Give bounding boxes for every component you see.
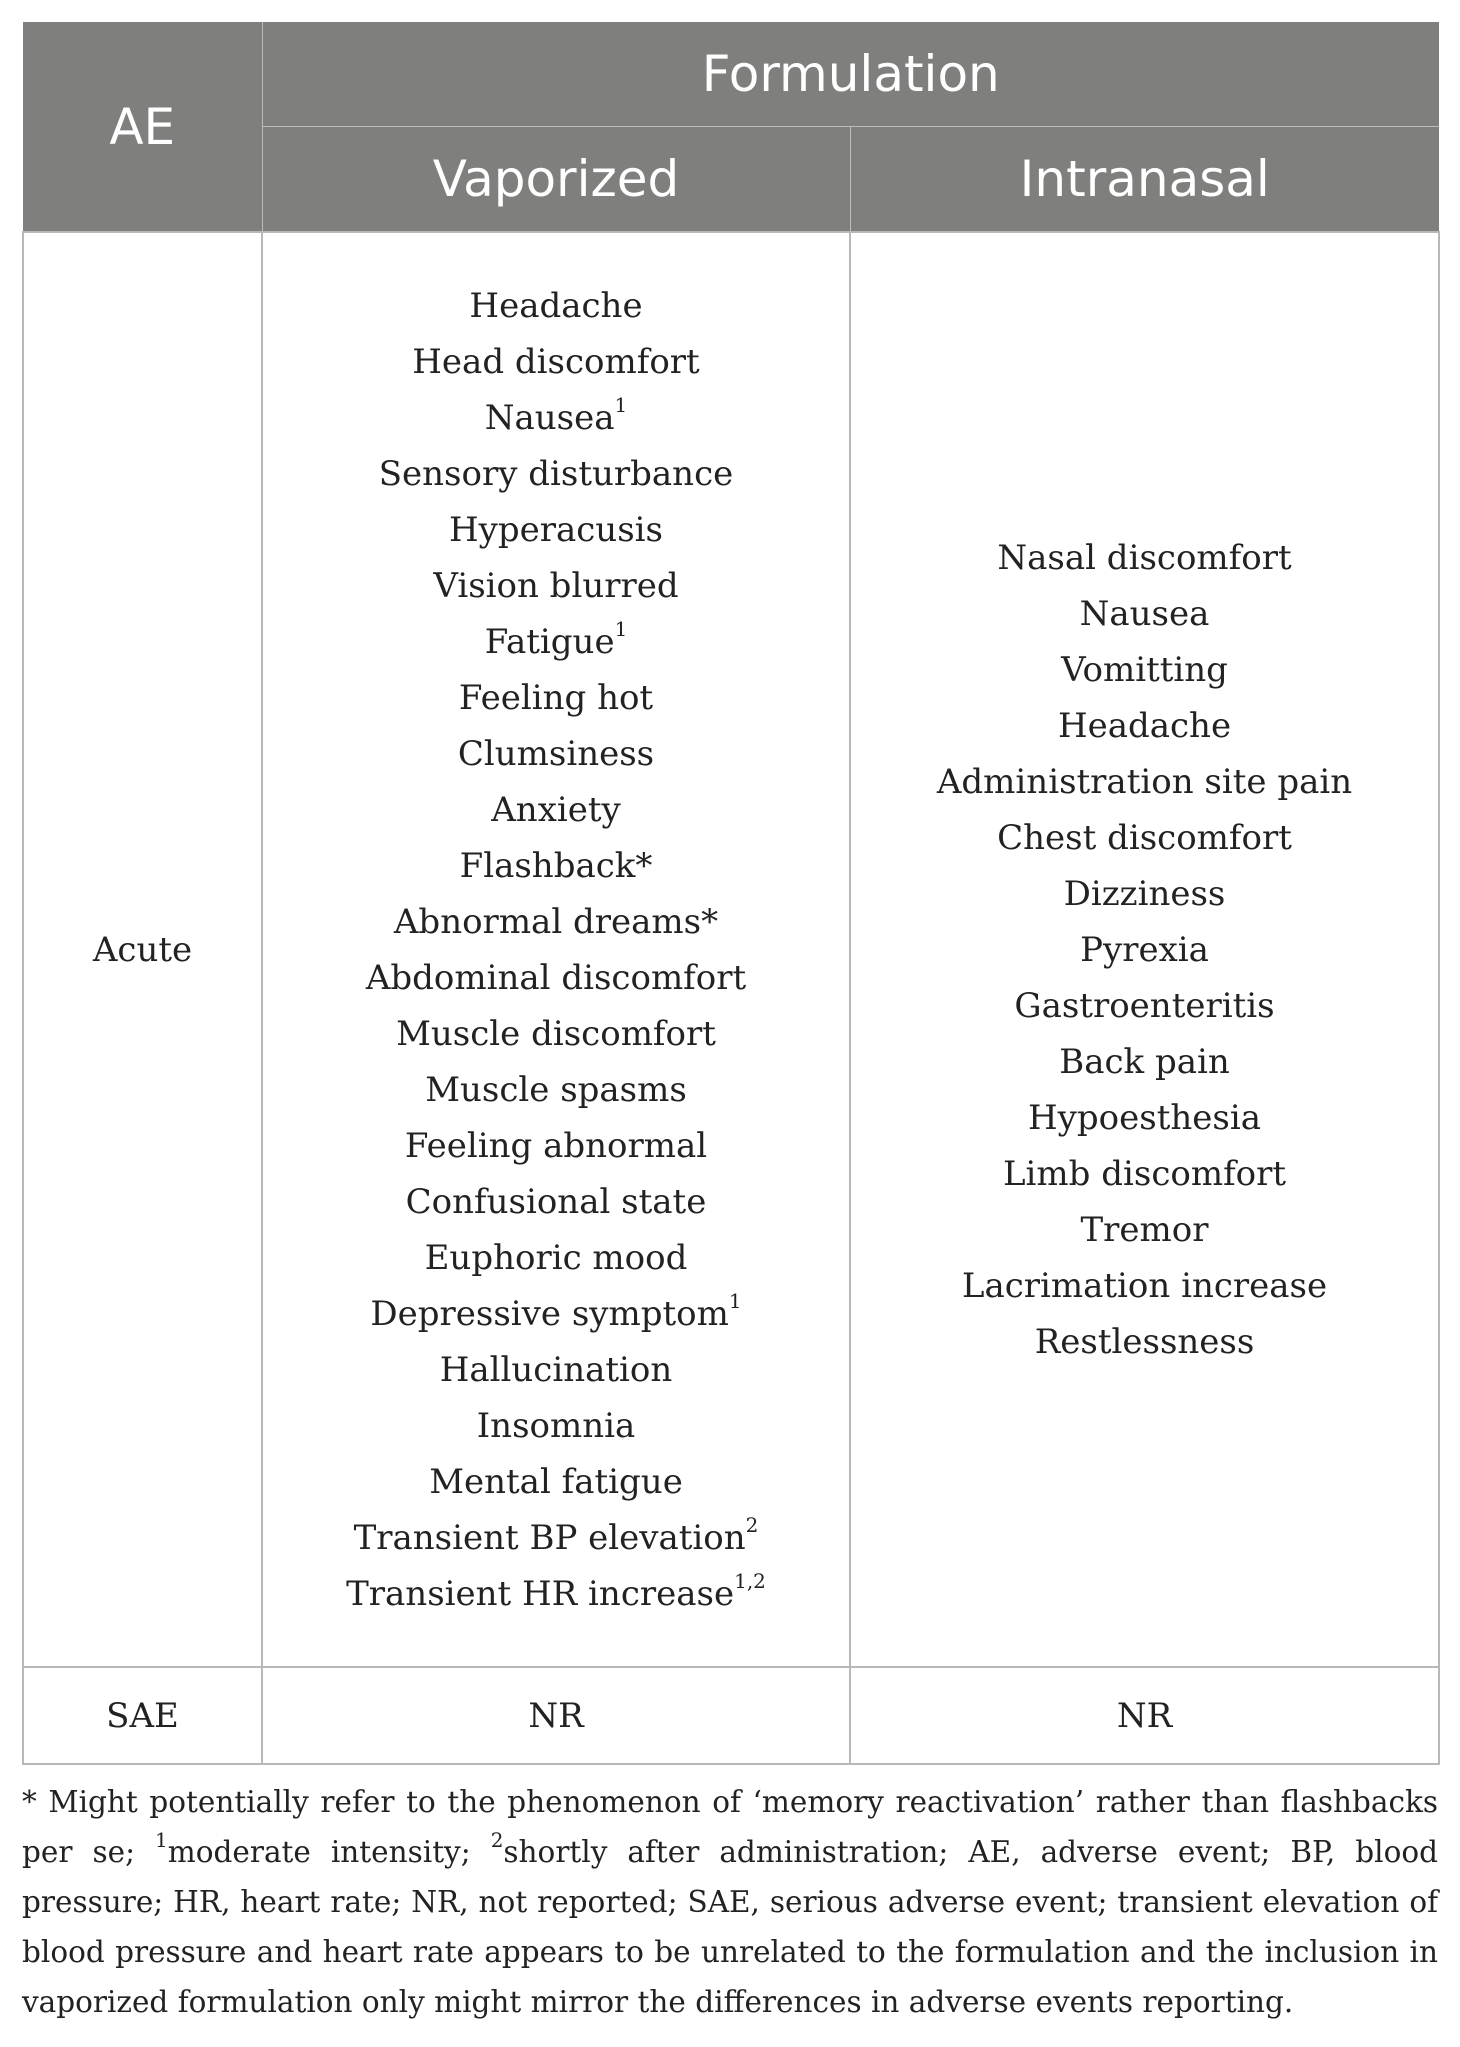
vaporized-ae-item [263, 502, 849, 558]
vaporized-ae-text: Anxiety [491, 789, 621, 830]
footnote-text-2: shortly after administration; AE, adverse event; BP, blood pressure; HR, heart rate; NR, not reported; SAE, serious adverse event; transient elevation of blood pressure and heart rate appears to be unrelated to the formulation and the inclusion in vaporized formulation only might mirror the differences in adverse events reporting. [22, 1835, 1438, 2019]
vaporized-ae-text: Mental fatigue [429, 1461, 683, 1502]
intranasal-ae-item: Lacrimation increase [961, 1265, 1328, 1306]
table-row-sae [23, 1667, 1439, 1764]
vaporized-ae-item [263, 1398, 849, 1454]
header-vaporized: Vaporized [262, 127, 850, 233]
vaporized-ae-text: Transient BP elevation [353, 1517, 746, 1558]
vaporized-ae-text: Hyperacusis [449, 509, 663, 550]
vaporized-ae-text: Headache [469, 285, 643, 326]
vaporized-ae-item [263, 558, 849, 614]
intranasal-ae-item: Tremor [1080, 1209, 1209, 1250]
vaporized-ae-text: Abnormal dreams* [393, 901, 719, 942]
vaporized-ae-text: Muscle spasms [425, 1069, 687, 1110]
row-label-acute: Acute [23, 232, 262, 1667]
vaporized-ae-text: Feeling hot [458, 677, 654, 718]
vaporized-ae-text: Muscle discomfort [396, 1013, 716, 1054]
intranasal-ae-item: Gastroenteritis [1014, 985, 1275, 1026]
vaporized-ae-list [263, 278, 849, 1622]
vaporized-ae-item [263, 670, 849, 726]
cell-sae-vaporized: NR [262, 1667, 850, 1764]
intranasal-ae-list [851, 530, 1438, 1370]
cell-acute-vaporized [262, 232, 850, 1667]
intranasal-ae-item: Administration site pain [936, 761, 1353, 802]
vaporized-ae-text: Nausea [484, 397, 615, 438]
vaporized-ae-item [263, 1062, 849, 1118]
intranasal-ae-item: Hypoesthesia [1028, 1097, 1261, 1138]
header-intranasal: Intranasal [850, 127, 1439, 233]
table-footnote [22, 1777, 1438, 2027]
vaporized-ae-text: Insomnia [476, 1405, 636, 1446]
header-formulation: Formulation [262, 22, 1439, 127]
vaporized-ae-item [263, 726, 849, 782]
vaporized-ae-item [263, 1174, 849, 1230]
vaporized-ae-text: Flashback* [459, 845, 653, 886]
vaporized-ae-text: Hallucination [439, 1349, 673, 1390]
vaporized-ae-item [263, 950, 849, 1006]
vaporized-ae-item [263, 1510, 849, 1566]
vaporized-ae-text: Transient HR increase [346, 1573, 735, 1614]
vaporized-ae-item [263, 1454, 849, 1510]
intranasal-ae-item: Pyrexia [1080, 929, 1209, 970]
vaporized-ae-text: Confusional state [405, 1181, 707, 1222]
intranasal-ae-item: Headache [1057, 705, 1232, 746]
vaporized-ae-item [263, 390, 849, 446]
vaporized-ae-item [263, 838, 849, 894]
vaporized-ae-item [263, 1006, 849, 1062]
vaporized-ae-superscript: 1 [614, 393, 628, 418]
vaporized-ae-item [263, 614, 849, 670]
vaporized-ae-text: Vision blurred [433, 565, 679, 606]
vaporized-ae-item [263, 1118, 849, 1174]
vaporized-ae-text: Depressive symptom [370, 1293, 729, 1334]
vaporized-ae-text: Feeling abnormal [404, 1125, 708, 1166]
vaporized-ae-superscript: 2 [745, 1513, 759, 1538]
intranasal-ae-item: Restlessness [1034, 1321, 1255, 1362]
vaporized-ae-superscript: 1,2 [734, 1569, 766, 1594]
vaporized-ae-item [263, 278, 849, 334]
vaporized-ae-superscript: 1 [614, 617, 628, 642]
vaporized-ae-text: Sensory disturbance [378, 453, 734, 494]
intranasal-ae-item: Nasal discomfort [997, 537, 1292, 578]
header-ae: AE [23, 22, 262, 232]
intranasal-ae-item: Vomitting [1061, 649, 1228, 690]
vaporized-ae-item [263, 1286, 849, 1342]
vaporized-ae-text: Fatigue [484, 621, 615, 662]
row-label-sae: SAE [23, 1667, 262, 1764]
footnote-text-1: moderate intensity; [167, 1835, 491, 1869]
intranasal-ae-item: Dizziness [1063, 873, 1226, 914]
vaporized-ae-superscript: 1 [728, 1289, 742, 1314]
vaporized-ae-text: Head discomfort [412, 341, 700, 382]
vaporized-ae-item [263, 1230, 849, 1286]
ae-table-container [22, 22, 1438, 2027]
footnote-sup-1: 1 [155, 1828, 168, 1853]
intranasal-ae-item: Chest discomfort [997, 817, 1292, 858]
adverse-events-table [22, 22, 1440, 1765]
vaporized-ae-text: Clumsiness [457, 733, 655, 774]
table-row-acute [23, 232, 1439, 1667]
vaporized-ae-item [263, 1342, 849, 1398]
intranasal-ae-item: Back pain [1059, 1041, 1230, 1082]
vaporized-ae-text: Euphoric mood [424, 1237, 688, 1278]
footnote-sup-2: 2 [490, 1828, 504, 1853]
intranasal-ae-item: Nausea [1079, 593, 1210, 634]
vaporized-ae-item [263, 894, 849, 950]
cell-acute-intranasal [850, 232, 1439, 1667]
vaporized-ae-item [263, 1566, 849, 1622]
footnote-star: * Might potentially refer to the phenomenon of ‘memory reactivation’ rather than flashbacks per se; [22, 1785, 1438, 1869]
vaporized-ae-item [263, 446, 849, 502]
vaporized-ae-text: Abdominal discomfort [365, 957, 747, 998]
vaporized-ae-item [263, 782, 849, 838]
vaporized-ae-item [263, 334, 849, 390]
cell-sae-intranasal: NR [850, 1667, 1439, 1764]
intranasal-ae-item: Limb discomfort [1002, 1153, 1287, 1194]
